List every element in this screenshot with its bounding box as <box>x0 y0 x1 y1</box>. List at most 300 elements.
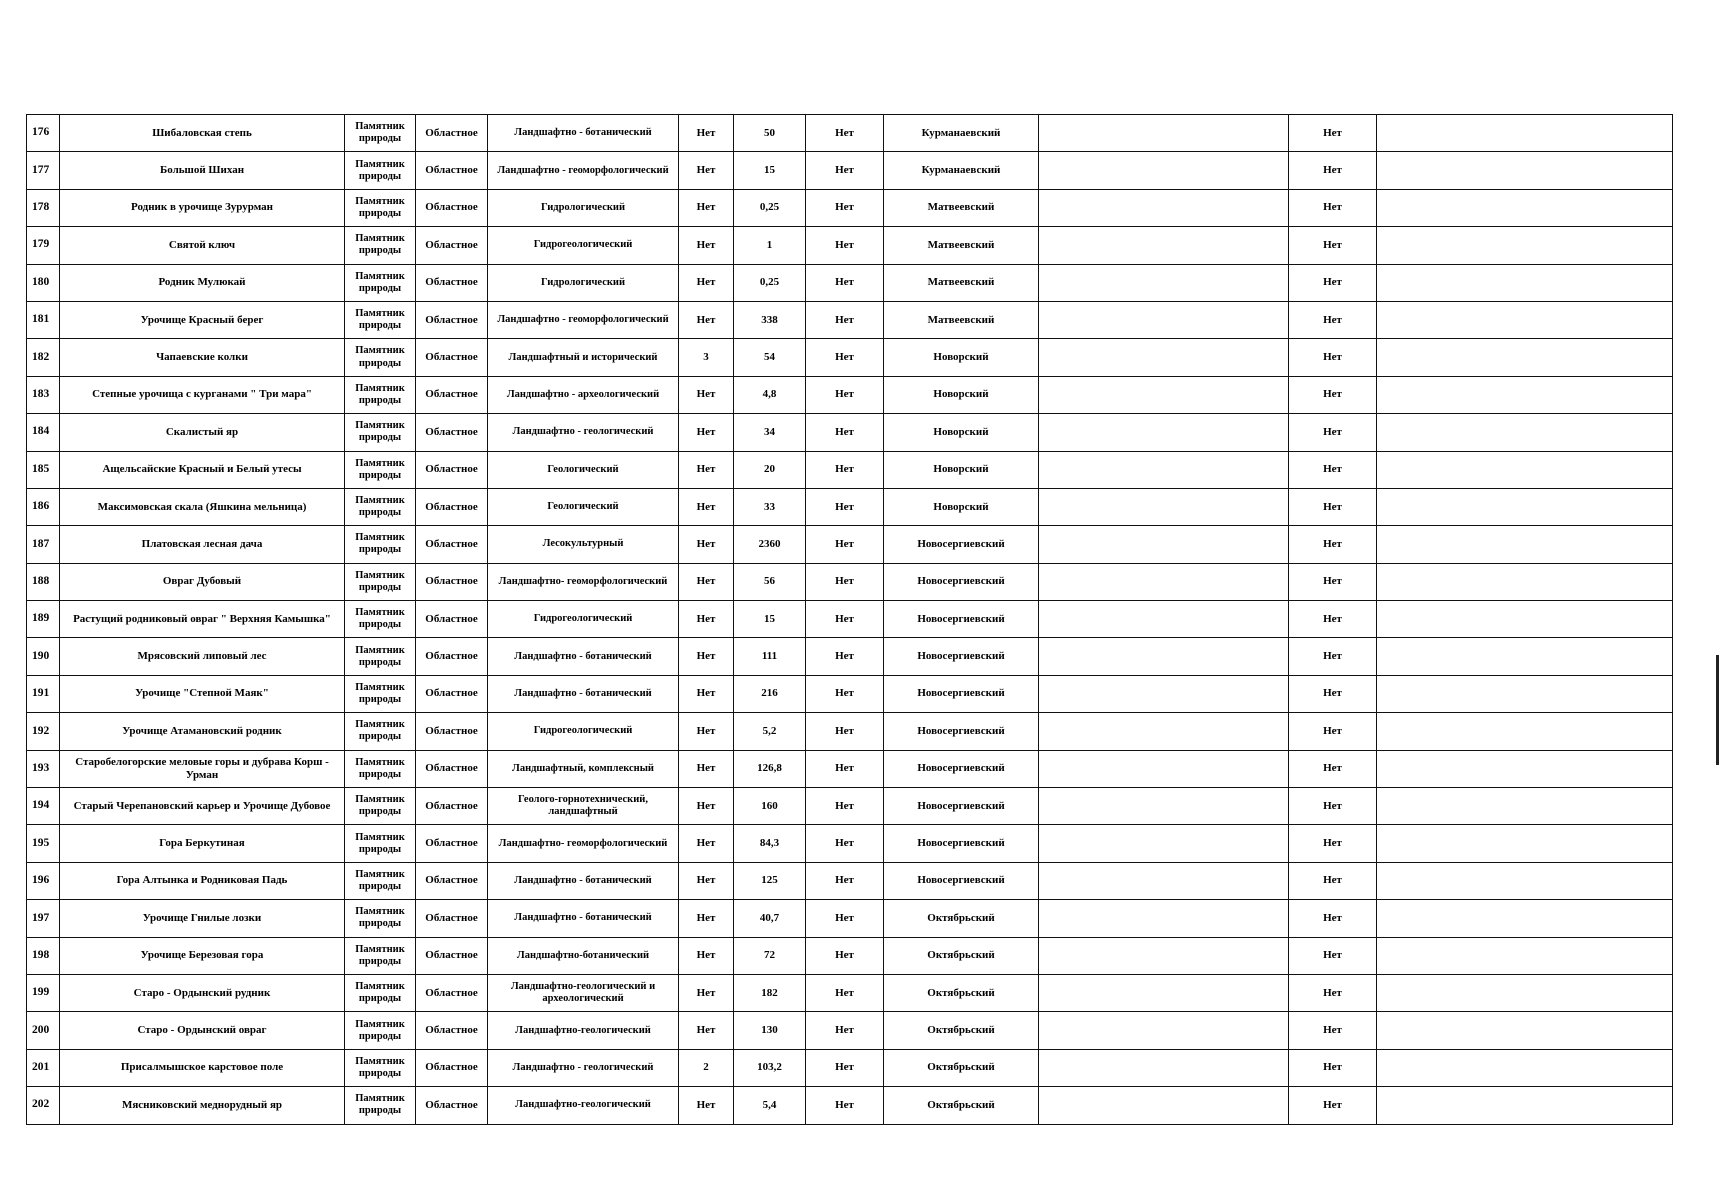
col11-cell: Нет <box>1289 264 1377 301</box>
profile-cell: Ландшафтно-ботанический <box>488 937 679 974</box>
col10-cell <box>1039 638 1289 675</box>
col12-cell <box>1377 301 1673 338</box>
col10-cell <box>1039 750 1289 787</box>
col12-cell <box>1377 488 1673 525</box>
col8-cell: Нет <box>806 937 884 974</box>
object-name-cell: Старо - Ордынский овраг <box>60 1012 345 1049</box>
col6-cell: Нет <box>679 152 734 189</box>
profile-cell: Ландшафтно- геоморфологический <box>488 825 679 862</box>
col11-cell: Нет <box>1289 825 1377 862</box>
col8-cell: Нет <box>806 601 884 638</box>
district-cell: Новосергиевский <box>884 862 1039 899</box>
col11-cell: Нет <box>1289 675 1377 712</box>
row-number-cell: 197 <box>27 900 60 937</box>
col10-cell <box>1039 862 1289 899</box>
object-name-cell: Присалмышское карстовое поле <box>60 1049 345 1086</box>
col10-cell <box>1039 152 1289 189</box>
category-cell: Памятник природы <box>345 601 416 638</box>
col11-cell: Нет <box>1289 563 1377 600</box>
col12-cell <box>1377 189 1673 226</box>
row-number-cell: 198 <box>27 937 60 974</box>
col12-cell <box>1377 1012 1673 1049</box>
significance-cell: Областное <box>416 1049 488 1086</box>
col11-cell: Нет <box>1289 526 1377 563</box>
table-row <box>27 451 1673 488</box>
col12-cell <box>1377 152 1673 189</box>
table-row <box>27 825 1673 862</box>
profile-cell: Ландшафтно - геологический <box>488 1049 679 1086</box>
category-cell: Памятник природы <box>345 414 416 451</box>
object-name-cell: Гора Алтынка и Родниковая Падь <box>60 862 345 899</box>
col11-cell: Нет <box>1289 638 1377 675</box>
natural-monuments-table <box>26 114 1673 1125</box>
significance-cell: Областное <box>416 862 488 899</box>
col11-cell: Нет <box>1289 451 1377 488</box>
row-number-cell: 192 <box>27 713 60 750</box>
significance-cell: Областное <box>416 301 488 338</box>
col6-cell: Нет <box>679 376 734 413</box>
object-name-cell: Урочище Березовая гора <box>60 937 345 974</box>
col6-cell: Нет <box>679 1012 734 1049</box>
significance-cell: Областное <box>416 264 488 301</box>
area-cell: 5,4 <box>734 1087 806 1124</box>
col6-cell: 3 <box>679 339 734 376</box>
profile-cell: Гидрогеологический <box>488 227 679 264</box>
district-cell: Новосергиевский <box>884 526 1039 563</box>
col11-cell: Нет <box>1289 713 1377 750</box>
col12-cell <box>1377 862 1673 899</box>
area-cell: 182 <box>734 974 806 1011</box>
col10-cell <box>1039 376 1289 413</box>
row-number-cell: 202 <box>27 1087 60 1124</box>
district-cell: Октябрьский <box>884 937 1039 974</box>
table-body <box>27 115 1673 1125</box>
table-row <box>27 339 1673 376</box>
col12-cell <box>1377 563 1673 600</box>
row-number-cell: 183 <box>27 376 60 413</box>
profile-cell: Гидрогеологический <box>488 601 679 638</box>
object-name-cell: Степные урочища с курганами " Три мара" <box>60 376 345 413</box>
area-cell: 50 <box>734 115 806 152</box>
object-name-cell: Урочище Красный берег <box>60 301 345 338</box>
col8-cell: Нет <box>806 301 884 338</box>
object-name-cell: Максимовская скала (Яшкина мельница) <box>60 488 345 525</box>
category-cell: Памятник природы <box>345 488 416 525</box>
area-cell: 2360 <box>734 526 806 563</box>
row-number-cell: 189 <box>27 601 60 638</box>
col10-cell <box>1039 189 1289 226</box>
significance-cell: Областное <box>416 750 488 787</box>
col11-cell: Нет <box>1289 900 1377 937</box>
category-cell: Памятник природы <box>345 974 416 1011</box>
col11-cell: Нет <box>1289 414 1377 451</box>
object-name-cell: Растущий родниковый овраг " Верхняя Камышка" <box>60 601 345 638</box>
table-row <box>27 862 1673 899</box>
profile-cell: Ландшафтно - ботанический <box>488 638 679 675</box>
col6-cell: Нет <box>679 115 734 152</box>
object-name-cell: Большой Шихан <box>60 152 345 189</box>
table-row <box>27 1087 1673 1124</box>
district-cell: Новорский <box>884 488 1039 525</box>
table-row <box>27 638 1673 675</box>
row-number-cell: 199 <box>27 974 60 1011</box>
row-number-cell: 176 <box>27 115 60 152</box>
col6-cell: Нет <box>679 750 734 787</box>
significance-cell: Областное <box>416 1012 488 1049</box>
col11-cell: Нет <box>1289 376 1377 413</box>
col12-cell <box>1377 414 1673 451</box>
area-cell: 4,8 <box>734 376 806 413</box>
row-number-cell: 177 <box>27 152 60 189</box>
area-cell: 33 <box>734 488 806 525</box>
table-row <box>27 974 1673 1011</box>
col10-cell <box>1039 1049 1289 1086</box>
table-row <box>27 301 1673 338</box>
col10-cell <box>1039 488 1289 525</box>
significance-cell: Областное <box>416 788 488 825</box>
profile-cell: Ландшафтный, комплексный <box>488 750 679 787</box>
table-row <box>27 1049 1673 1086</box>
profile-cell: Ландшафтно - ботанический <box>488 900 679 937</box>
district-cell: Новорский <box>884 451 1039 488</box>
significance-cell: Областное <box>416 825 488 862</box>
row-number-cell: 201 <box>27 1049 60 1086</box>
col8-cell: Нет <box>806 900 884 937</box>
col10-cell <box>1039 563 1289 600</box>
district-cell: Октябрьский <box>884 900 1039 937</box>
table-row <box>27 750 1673 787</box>
col10-cell <box>1039 1012 1289 1049</box>
profile-cell: Ландшафтно- геоморфологический <box>488 563 679 600</box>
district-cell: Новорский <box>884 376 1039 413</box>
col11-cell: Нет <box>1289 788 1377 825</box>
object-name-cell: Мрясовский липовый лес <box>60 638 345 675</box>
object-name-cell: Родник в урочище Зурурман <box>60 189 345 226</box>
col6-cell: Нет <box>679 264 734 301</box>
col8-cell: Нет <box>806 974 884 1011</box>
category-cell: Памятник природы <box>345 1087 416 1124</box>
col8-cell: Нет <box>806 152 884 189</box>
significance-cell: Областное <box>416 974 488 1011</box>
col11-cell: Нет <box>1289 115 1377 152</box>
area-cell: 0,25 <box>734 189 806 226</box>
category-cell: Памятник природы <box>345 900 416 937</box>
district-cell: Матвеевский <box>884 301 1039 338</box>
col12-cell <box>1377 339 1673 376</box>
significance-cell: Областное <box>416 601 488 638</box>
area-cell: 20 <box>734 451 806 488</box>
significance-cell: Областное <box>416 376 488 413</box>
col8-cell: Нет <box>806 563 884 600</box>
object-name-cell: Родник Мулюкай <box>60 264 345 301</box>
area-cell: 54 <box>734 339 806 376</box>
col12-cell <box>1377 601 1673 638</box>
col10-cell <box>1039 414 1289 451</box>
row-number-cell: 181 <box>27 301 60 338</box>
col10-cell <box>1039 825 1289 862</box>
col10-cell <box>1039 526 1289 563</box>
object-name-cell: Овраг Дубовый <box>60 563 345 600</box>
district-cell: Новосергиевский <box>884 713 1039 750</box>
row-number-cell: 191 <box>27 675 60 712</box>
significance-cell: Областное <box>416 526 488 563</box>
category-cell: Памятник природы <box>345 1012 416 1049</box>
district-cell: Октябрьский <box>884 1049 1039 1086</box>
object-name-cell: Платовская лесная дача <box>60 526 345 563</box>
area-cell: 56 <box>734 563 806 600</box>
col11-cell: Нет <box>1289 1049 1377 1086</box>
category-cell: Памятник природы <box>345 264 416 301</box>
category-cell: Памятник природы <box>345 675 416 712</box>
profile-cell: Ландшафтно-геологический <box>488 1012 679 1049</box>
col11-cell: Нет <box>1289 1087 1377 1124</box>
col10-cell <box>1039 451 1289 488</box>
col6-cell: Нет <box>679 638 734 675</box>
col6-cell: Нет <box>679 862 734 899</box>
col10-cell <box>1039 937 1289 974</box>
col8-cell: Нет <box>806 227 884 264</box>
table-row <box>27 488 1673 525</box>
profile-cell: Ландшафтно - ботанический <box>488 115 679 152</box>
district-cell: Матвеевский <box>884 227 1039 264</box>
row-number-cell: 194 <box>27 788 60 825</box>
col6-cell: Нет <box>679 675 734 712</box>
area-cell: 338 <box>734 301 806 338</box>
table-row <box>27 376 1673 413</box>
col12-cell <box>1377 713 1673 750</box>
col8-cell: Нет <box>806 488 884 525</box>
table-row <box>27 788 1673 825</box>
significance-cell: Областное <box>416 900 488 937</box>
col10-cell <box>1039 301 1289 338</box>
col8-cell: Нет <box>806 862 884 899</box>
col6-cell: Нет <box>679 713 734 750</box>
row-number-cell: 178 <box>27 189 60 226</box>
district-cell: Новосергиевский <box>884 638 1039 675</box>
col11-cell: Нет <box>1289 937 1377 974</box>
col8-cell: Нет <box>806 189 884 226</box>
object-name-cell: Шибаловская степь <box>60 115 345 152</box>
area-cell: 72 <box>734 937 806 974</box>
significance-cell: Областное <box>416 937 488 974</box>
significance-cell: Областное <box>416 638 488 675</box>
category-cell: Памятник природы <box>345 563 416 600</box>
col6-cell: Нет <box>679 189 734 226</box>
profile-cell: Геологический <box>488 488 679 525</box>
col6-cell: Нет <box>679 937 734 974</box>
col8-cell: Нет <box>806 1012 884 1049</box>
col12-cell <box>1377 1087 1673 1124</box>
category-cell: Памятник природы <box>345 788 416 825</box>
significance-cell: Областное <box>416 488 488 525</box>
row-number-cell: 184 <box>27 414 60 451</box>
row-number-cell: 196 <box>27 862 60 899</box>
profile-cell: Ландшафтно - геоморфологический <box>488 301 679 338</box>
category-cell: Памятник природы <box>345 750 416 787</box>
col11-cell: Нет <box>1289 189 1377 226</box>
col8-cell: Нет <box>806 713 884 750</box>
col10-cell <box>1039 339 1289 376</box>
area-cell: 130 <box>734 1012 806 1049</box>
object-name-cell: Ащельсайские Красный и Белый утесы <box>60 451 345 488</box>
area-cell: 103,2 <box>734 1049 806 1086</box>
profile-cell: Ландшафтно - ботанический <box>488 862 679 899</box>
district-cell: Матвеевский <box>884 189 1039 226</box>
row-number-cell: 182 <box>27 339 60 376</box>
category-cell: Памятник природы <box>345 937 416 974</box>
area-cell: 125 <box>734 862 806 899</box>
object-name-cell: Урочище "Степной Маяк" <box>60 675 345 712</box>
table-row <box>27 1012 1673 1049</box>
col8-cell: Нет <box>806 526 884 563</box>
table-row <box>27 227 1673 264</box>
significance-cell: Областное <box>416 713 488 750</box>
col10-cell <box>1039 227 1289 264</box>
category-cell: Памятник природы <box>345 376 416 413</box>
significance-cell: Областное <box>416 1087 488 1124</box>
col12-cell <box>1377 227 1673 264</box>
row-number-cell: 193 <box>27 750 60 787</box>
col8-cell: Нет <box>806 750 884 787</box>
profile-cell: Ландшафтно-геологический <box>488 1087 679 1124</box>
col12-cell <box>1377 750 1673 787</box>
col8-cell: Нет <box>806 675 884 712</box>
col11-cell: Нет <box>1289 339 1377 376</box>
category-cell: Памятник природы <box>345 227 416 264</box>
object-name-cell: Урочище Гнилые лозки <box>60 900 345 937</box>
category-cell: Памятник природы <box>345 862 416 899</box>
object-name-cell: Святой ключ <box>60 227 345 264</box>
row-number-cell: 188 <box>27 563 60 600</box>
table-row <box>27 713 1673 750</box>
col12-cell <box>1377 675 1673 712</box>
area-cell: 0,25 <box>734 264 806 301</box>
col8-cell: Нет <box>806 264 884 301</box>
col8-cell: Нет <box>806 825 884 862</box>
object-name-cell: Урочище Атамановский родник <box>60 713 345 750</box>
significance-cell: Областное <box>416 339 488 376</box>
col11-cell: Нет <box>1289 1012 1377 1049</box>
area-cell: 40,7 <box>734 900 806 937</box>
district-cell: Матвеевский <box>884 264 1039 301</box>
col12-cell <box>1377 900 1673 937</box>
profile-cell: Ландшафтный и исторический <box>488 339 679 376</box>
col12-cell <box>1377 526 1673 563</box>
profile-cell: Гидрологический <box>488 189 679 226</box>
profile-cell: Лесокультурный <box>488 526 679 563</box>
table-row <box>27 563 1673 600</box>
col6-cell: Нет <box>679 974 734 1011</box>
table-row <box>27 264 1673 301</box>
col11-cell: Нет <box>1289 227 1377 264</box>
col11-cell: Нет <box>1289 488 1377 525</box>
significance-cell: Областное <box>416 563 488 600</box>
col10-cell <box>1039 675 1289 712</box>
col10-cell <box>1039 601 1289 638</box>
profile-cell: Гидрогеологический <box>488 713 679 750</box>
col10-cell <box>1039 115 1289 152</box>
profile-cell: Геологический <box>488 451 679 488</box>
table-row <box>27 900 1673 937</box>
significance-cell: Областное <box>416 152 488 189</box>
col12-cell <box>1377 788 1673 825</box>
significance-cell: Областное <box>416 675 488 712</box>
significance-cell: Областное <box>416 451 488 488</box>
col8-cell: Нет <box>806 1049 884 1086</box>
district-cell: Октябрьский <box>884 974 1039 1011</box>
area-cell: 216 <box>734 675 806 712</box>
col11-cell: Нет <box>1289 750 1377 787</box>
category-cell: Памятник природы <box>345 189 416 226</box>
district-cell: Новорский <box>884 339 1039 376</box>
table-row <box>27 414 1673 451</box>
col12-cell <box>1377 974 1673 1011</box>
col6-cell: Нет <box>679 451 734 488</box>
district-cell: Октябрьский <box>884 1012 1039 1049</box>
category-cell: Памятник природы <box>345 339 416 376</box>
col10-cell <box>1039 264 1289 301</box>
district-cell: Новосергиевский <box>884 788 1039 825</box>
area-cell: 160 <box>734 788 806 825</box>
profile-cell: Ландшафтно-геологический и археологический <box>488 974 679 1011</box>
object-name-cell: Гора Беркутиная <box>60 825 345 862</box>
col12-cell <box>1377 937 1673 974</box>
district-cell: Курманаевский <box>884 152 1039 189</box>
col6-cell: Нет <box>679 414 734 451</box>
col6-cell: Нет <box>679 825 734 862</box>
category-cell: Памятник природы <box>345 115 416 152</box>
row-number-cell: 180 <box>27 264 60 301</box>
col11-cell: Нет <box>1289 601 1377 638</box>
profile-cell: Гидрологический <box>488 264 679 301</box>
row-number-cell: 185 <box>27 451 60 488</box>
col10-cell <box>1039 788 1289 825</box>
category-cell: Памятник природы <box>345 825 416 862</box>
col11-cell: Нет <box>1289 152 1377 189</box>
col6-cell: Нет <box>679 563 734 600</box>
profile-cell: Ландшафтно - геологический <box>488 414 679 451</box>
significance-cell: Областное <box>416 115 488 152</box>
category-cell: Памятник природы <box>345 526 416 563</box>
category-cell: Памятник природы <box>345 1049 416 1086</box>
object-name-cell: Старобелогорские меловые горы и дубрава Корш - Урман <box>60 750 345 787</box>
col6-cell: Нет <box>679 900 734 937</box>
area-cell: 111 <box>734 638 806 675</box>
category-cell: Памятник природы <box>345 638 416 675</box>
col12-cell <box>1377 264 1673 301</box>
col10-cell <box>1039 1087 1289 1124</box>
district-cell: Курманаевский <box>884 115 1039 152</box>
col6-cell: 2 <box>679 1049 734 1086</box>
district-cell: Новосергиевский <box>884 750 1039 787</box>
col12-cell <box>1377 638 1673 675</box>
col8-cell: Нет <box>806 376 884 413</box>
table-row <box>27 937 1673 974</box>
table-row <box>27 115 1673 152</box>
col11-cell: Нет <box>1289 862 1377 899</box>
col12-cell <box>1377 115 1673 152</box>
col8-cell: Нет <box>806 788 884 825</box>
district-cell: Октябрьский <box>884 1087 1039 1124</box>
category-cell: Памятник природы <box>345 301 416 338</box>
col12-cell <box>1377 451 1673 488</box>
col12-cell <box>1377 376 1673 413</box>
district-cell: Новосергиевский <box>884 563 1039 600</box>
significance-cell: Областное <box>416 189 488 226</box>
area-cell: 1 <box>734 227 806 264</box>
col10-cell <box>1039 713 1289 750</box>
col11-cell: Нет <box>1289 301 1377 338</box>
